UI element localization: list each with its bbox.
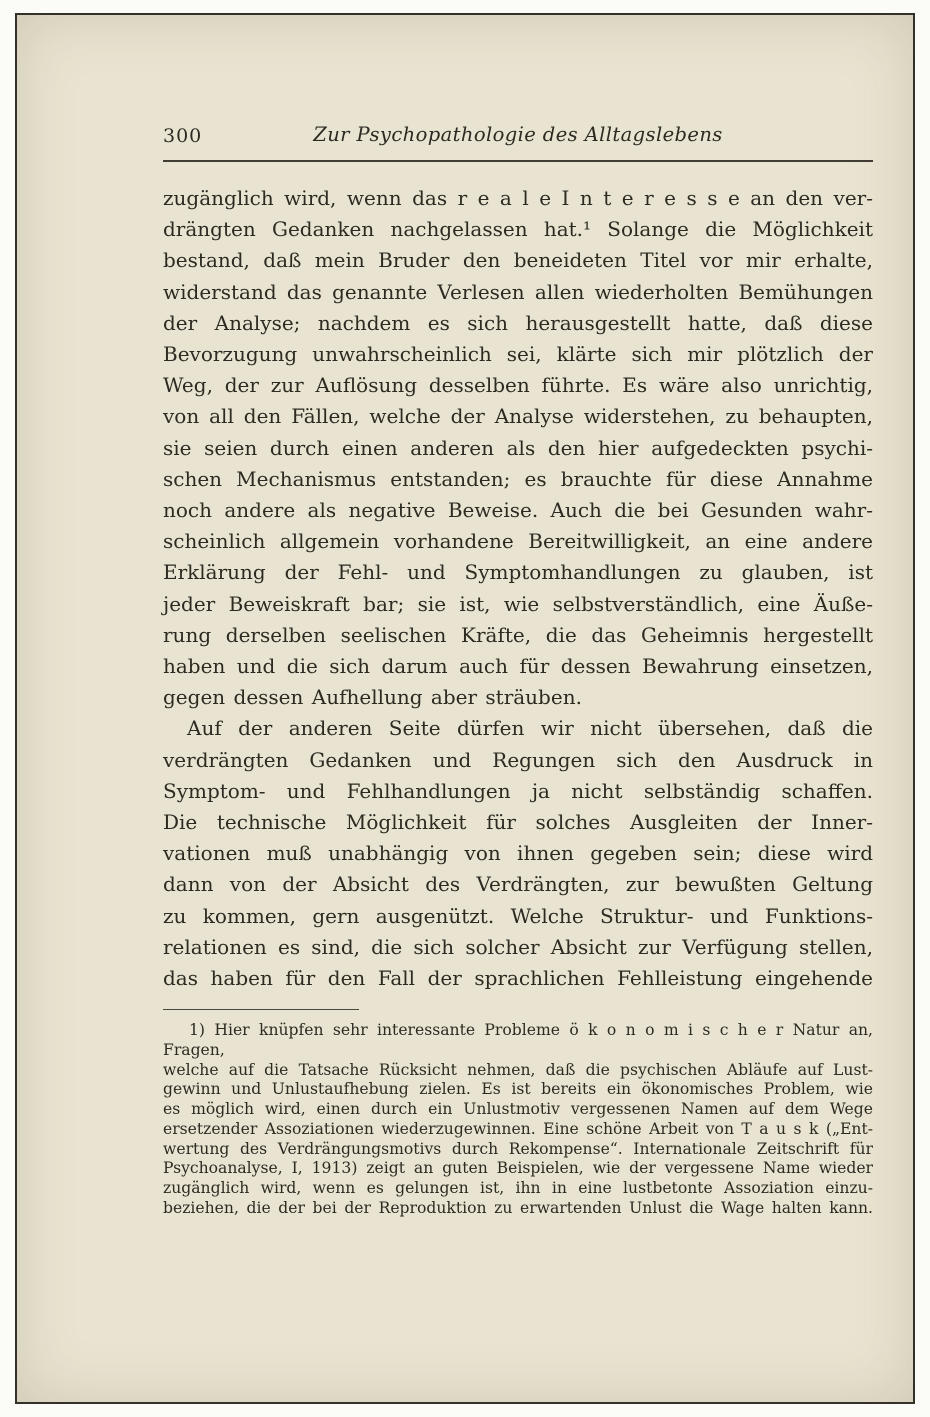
- text-line: gegen dessen Aufhellung aber sträuben.: [163, 685, 582, 710]
- footnote-text: [163, 1021, 873, 1218]
- text-line: verdrängten Gedanken und Regungen sich den Ausdruck in: [163, 747, 873, 772]
- paragraph: [163, 183, 873, 713]
- text-line: noch andere als negative Beweise. Auch die bei Gesunden wahr-: [163, 498, 873, 523]
- text-line: drängten Gedanken nachgelassen hat.¹ Solange die Möglichkeit: [163, 217, 873, 242]
- text-line: vationen muß unabhängig von ihnen gegeben sein; diese wird: [163, 841, 873, 866]
- text-line: haben und die sich darum auch für dessen Bewahrung einsetzen,: [163, 654, 873, 679]
- text-line: rung derselben seelischen Kräfte, die das Geheimnis hergestellt: [163, 622, 873, 647]
- text-line: zugänglich wird, wenn das r e a l e I n t e r e s s e an den ver-: [163, 186, 873, 210]
- running-title: Zur Psychopathologie des Alltagslebens: [313, 123, 723, 146]
- text-line: schen Mechanismus entstanden; es brauchte für diese Annahme: [163, 466, 873, 491]
- text-line: Weg, der zur Auflösung desselben führte. Es wäre also unrichtig,: [163, 373, 873, 398]
- text-line: scheinlich allgemein vorhandene Bereitwilligkeit, an eine andere: [163, 529, 873, 554]
- text-line: dann von der Absicht des Verdrängten, zur bewußten Geltung: [163, 872, 873, 897]
- text-line: Die technische Möglichkeit für solches Ausgleiten der Inner-: [163, 810, 873, 835]
- paragraph: [163, 713, 873, 994]
- footnote-line: Psychoanalyse, I, 1913) zeigt an guten Beispielen, wie der vergessene Name wieder: [163, 1159, 873, 1178]
- text-line: Bevorzugung unwahrscheinlich sei, klärte sich mir plötzlich der: [163, 342, 873, 367]
- text-line: von all den Fällen, welche der Analyse widerstehen, zu behaupten,: [163, 404, 873, 429]
- header-rule: [163, 160, 873, 162]
- page-number: 300: [163, 125, 203, 147]
- footnote-line: zugänglich wird, wenn es gelungen ist, ihn in eine lustbetonte Assoziation einzu-: [163, 1178, 873, 1197]
- footnote-line: 1) Hier knüpfen sehr interessante Probleme ö k o n o m i s c h e r Natur an, Fragen,: [163, 1021, 873, 1059]
- body-text: [163, 183, 873, 994]
- text-line: widerstand das genannte Verlesen allen wiederholten Bemühungen: [163, 279, 873, 304]
- text-line: Symptom- und Fehlhandlungen ja nicht selbständig schaffen.: [163, 778, 873, 803]
- footnote-line: wertung des Verdrängungsmotivs durch Rekompense“. Internationale Zeitschrift für: [163, 1139, 873, 1158]
- text-line: der Analyse; nachdem es sich herausgestellt hatte, daß diese: [163, 310, 873, 335]
- text-line: Erklärung der Fehl- und Symptomhandlungen zu glauben, ist: [163, 560, 873, 585]
- footnote-line: gewinn und Unlustaufhebung zielen. Es ist bereits ein ökonomisches Problem, wie: [163, 1080, 873, 1099]
- text-line: sie seien durch einen anderen als den hier aufgedeckten psychi-: [163, 435, 873, 460]
- page-scan: [15, 13, 915, 1404]
- text-line: bestand, daß mein Bruder den beneideten Titel vor mir erhalte,: [163, 248, 873, 273]
- text-line: zu kommen, gern ausgenützt. Welche Struktur- und Funktions-: [163, 903, 873, 928]
- footnote-line: es möglich wird, einen durch ein Unlustmotiv vergessenen Namen auf dem Wege: [163, 1100, 873, 1119]
- footnote-line: beziehen, die der bei der Reproduktion zu erwartenden Unlust die Wage halten kann.: [163, 1198, 873, 1217]
- footnote-separator: [163, 1009, 359, 1010]
- text-line: das haben für den Fall der sprachlichen Fehlleistung eingehende: [163, 966, 873, 991]
- text-line: relationen es sind, die sich solcher Absicht zur Verfügung stellen,: [163, 934, 873, 959]
- page-header: [163, 121, 873, 155]
- footnote-line: welche auf die Tatsache Rücksicht nehmen, daß die psychischen Abläufe auf Lust-: [163, 1060, 873, 1079]
- text-line: Auf der anderen Seite dürfen wir nicht übersehen, daß die: [187, 716, 873, 741]
- footnote-line: ersetzender Assoziationen wiederzugewinnen. Eine schöne Arbeit von T a u s k („Ent-: [163, 1119, 873, 1138]
- text-line: jeder Beweiskraft bar; sie ist, wie selbstverständlich, eine Äuße-: [163, 591, 873, 616]
